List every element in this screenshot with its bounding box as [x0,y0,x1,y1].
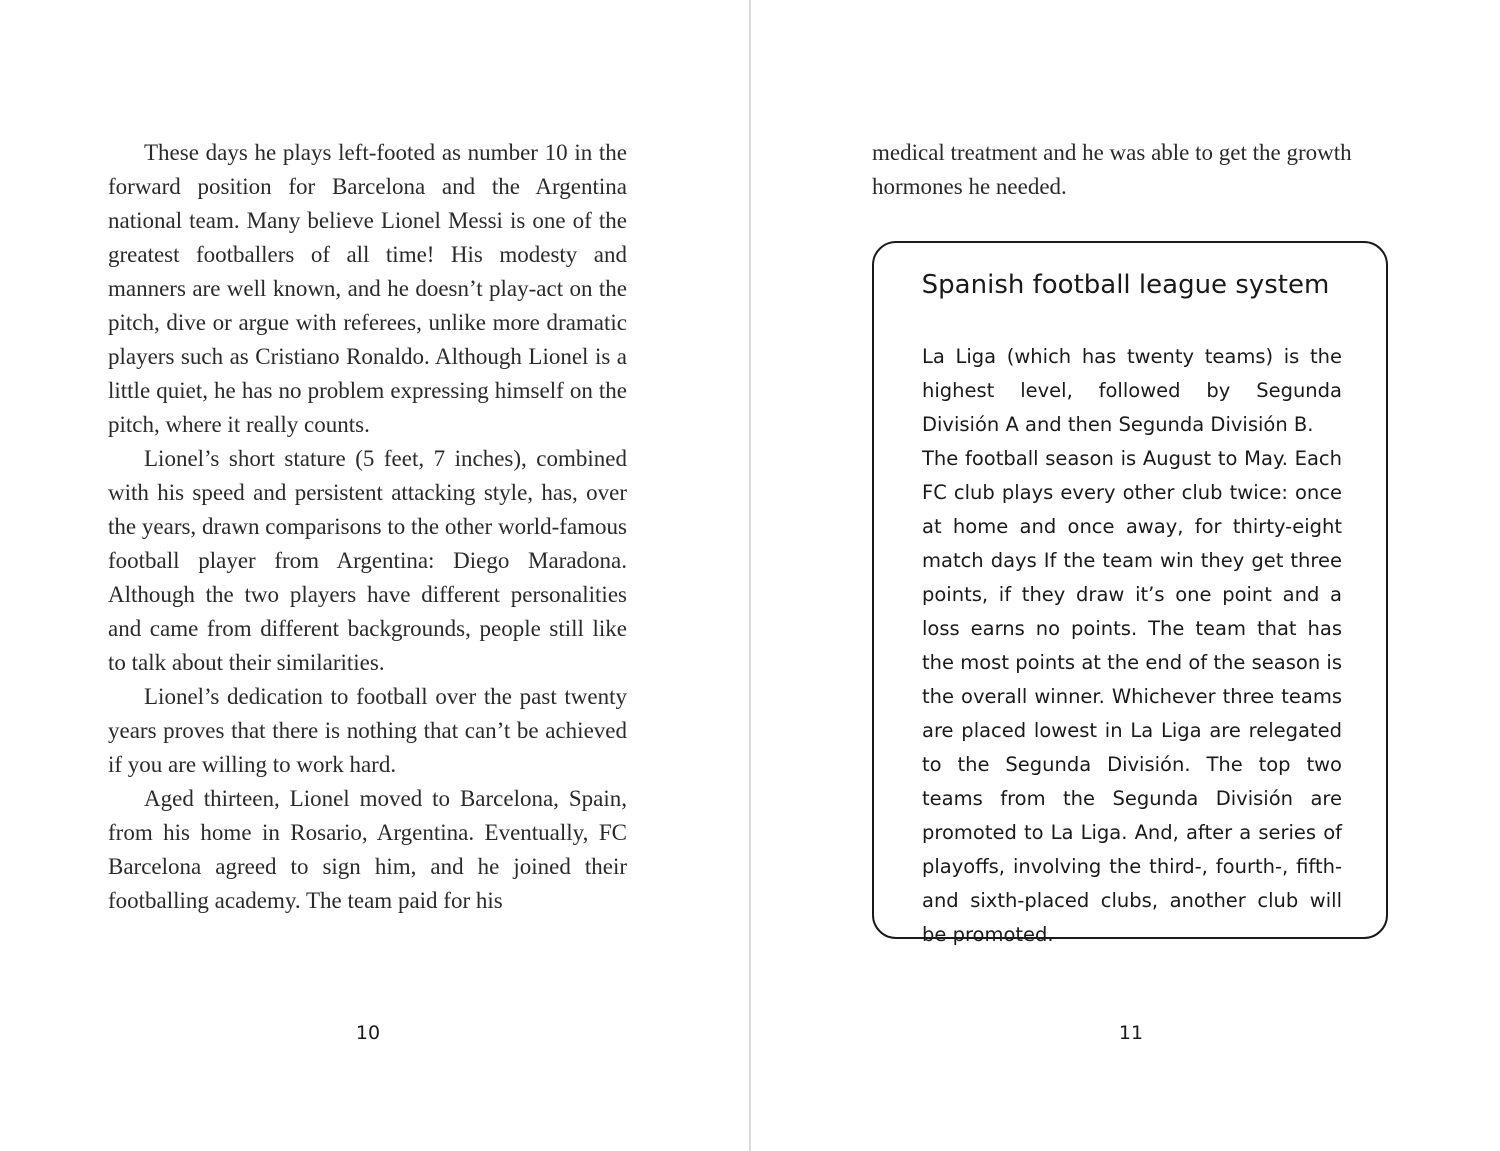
left-page [0,0,749,1151]
paragraph: Lionel’s dedication to football over the past twenty years proves that there is nothing that can’t be achieved if you are willing to work hard. [108,684,627,777]
info-box-title: Spanish football league system [921,270,1330,300]
right-page-body [872,136,1390,204]
paragraph: Lionel’s short stature (5 feet, 7 inches), combined with his speed and persistent attacking style, has, over the years, drawn comparisons to the other world-famous football player from Argentina: Diego Maradona. Although the two players have different personalities and came from different backgrounds, people still like to talk about their similarities. [108,446,627,675]
right-page [751,0,1500,1151]
info-box-body [922,340,1342,952]
paragraph: These days he plays left-footed as number 10 in the forward position for Barcelona and the Argentina national team. Many believe Lionel Messi is one of the greatest footballers of all time! His modesty and manners are well known, and he doesn’t play-act on the pitch, dive or argue with referees, unlike more dramatic players such as Cristiano Ronaldo. Although Lionel is a little quiet, he has no problem expressing himself on the pitch, where it really counts. [108,140,627,437]
page-number: 11 [1118,1022,1144,1044]
info-box-paragraph: La Liga (which has twenty teams) is the highest level, followed by Segunda División A and then Segunda División B. [922,345,1342,436]
paragraph: Aged thirteen, Lionel moved to Barcelona, Spain, from his home in Rosario, Argentina. Eventually, FC Barcelona agreed to sign him, and he joined their footballing academy. The team paid for his [108,786,627,913]
continuation-paragraph: medical treatment and he was able to get the growth hormones he needed. [872,140,1352,199]
info-box-paragraph: The football season is August to May. Each FC club plays every other club twice: once at home and once away, for thirty-eight match days If the team win they get three points, if they draw it’s one point and a loss earns no points. The team that has the most points at the end of the season is the overall winner. Whichever three teams are placed lowest in La Liga are relegated to the Segunda División. The top two teams from the Segunda División are promoted to La Liga. And, after a series of playoffs, involving the third-, fourth-, fifth- and sixth-placed clubs, another club will be promoted. [922,447,1342,946]
page-number: 10 [355,1022,381,1044]
left-page-body [108,136,627,918]
